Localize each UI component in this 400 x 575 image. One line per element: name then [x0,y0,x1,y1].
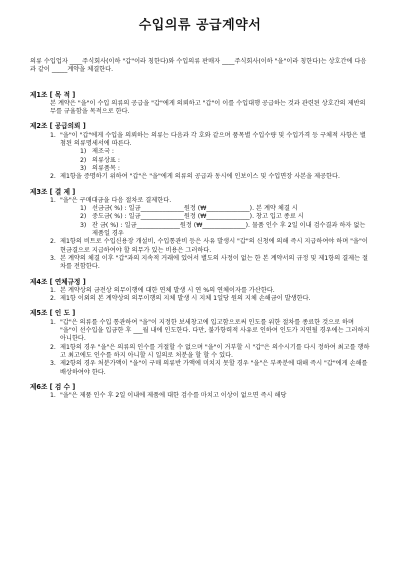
clause-list [30,319,370,377]
article-heading: 제2조 [ 공급의뢰 ] [30,122,86,131]
clause-text: 제1항 이외의 본 계약상의 의무이행의 지체 발생 시 지체 1일당 원의 지체 손해금이 발생한다. [60,295,311,303]
clause-item [50,319,370,344]
clause-number: 1. [50,131,56,139]
clause-number: 2. [50,238,56,246]
subclause-number: 2) [80,156,87,164]
clause-list [30,132,370,182]
subclause-number: 1) [80,148,87,156]
article-heading: 제4조 [ 연체규정 ] [30,277,86,286]
subclause-item [80,157,370,165]
subclause-number: 1) [80,205,87,213]
subclause-text: 중도금( %) : 일금______________원정 (₩______________). 창고 입고 종료 시 [92,213,304,221]
clause-list [30,197,370,272]
clause-text: 제1항의 경우 "을"은 의류의 인수를 거절할 수 없으며 "을"이 거부할 시 "갑"은 의수시기를 다시 정하여 최고를 행하고 최고에도 인수를 하지 아니할 시 일의로 처분을 할 할 수 있다. [60,343,370,359]
subclause-item [80,148,370,156]
clause-number: 3. [50,360,56,368]
subclause-number: 2) [80,213,87,221]
clause-item [50,287,370,295]
article-6 [30,383,370,401]
article-1 [30,91,370,117]
subclause-text: 제조국 : [92,148,114,156]
clause-number: 2. [50,343,56,351]
article-3 [30,188,370,272]
subclause-item [80,213,370,221]
clause-text: "갑"은 의류를 수입 통관하여 "을"이 지정한 보세창고에 입고함으로써 인도를 위한 절차를 종료한 것으로 하며 "을"이 선수입을 입금한 후 ___월 내에 인도한다. 다만, 불가항력적 사유로 인하여 인도가 지연될 경우에는 그러하지 아니한다. [60,318,370,343]
subclause-list [60,148,370,173]
clause-text: 제1항의 비트로 수입신용장 개설비, 수입통관비 등은 사유 발생시 "갑"의 신청에 의해 즉시 지급하여야 하며 "을"이 현금결으로 지급하여야 할 의무가 있는 비용은 그러하다. [60,238,368,254]
clause-number: 2. [50,295,56,303]
clause-item [50,295,370,303]
clause-number: 2. [50,173,56,181]
clause-item [50,197,370,238]
clause-text: "을"은 구매대금을 다음 절차로 결제한다. [60,196,172,204]
clause-item [50,238,370,255]
article-2 [30,122,370,181]
clause-number: 3. [50,254,56,262]
clause-number: 1. [50,318,56,326]
intro-paragraph: 의류 수입업자 ____주식회사(이하 "갑"이라 칭한다)와 수입의류 판매자 ____주식회사(이하 "을"이라 칭한다)는 상호간에 다음과 같이 _____계약을 체결한다. [30,58,367,74]
articles-container [30,91,370,401]
subclause-text: 잔 금( %) : 일금______________원정 (₩______________). 물품 인수 후 2일 이내 검수결과 하자 없는 제품일 경우 [92,221,366,238]
subclause-item [80,222,370,239]
article-body: 본 계약은 "을"이 수입 의류의 공급을 "갑"에게 의뢰하고 "갑"이 이를 수입대행 공급하는 것과 관련된 상호간의 제반의무를 규율함을 목적으로 한다. [50,99,366,116]
clause-item [50,173,370,181]
article-5 [30,309,370,376]
clause-list [30,392,370,400]
document-title: 수입의류 공급계약서 [138,18,262,33]
clause-item [50,132,370,173]
article-heading: 제3조 [ 결 제 ] [30,187,76,196]
clause-item [50,360,370,377]
clause-number: 1. [50,286,56,294]
clause-text: "을"이 "갑"에게 수입을 의뢰하는 의류는 다음과 각 호와 같으며 품목별 수입수량 및 수입가격 등 구체적 사항은 별첨된 의류명세서에 따른다. [60,131,366,148]
clause-text: "을"은 제품 인수 후 2일 이내에 제품에 대한 검수를 마치고 이상이 없으면 즉시 해당 [60,392,287,400]
clause-text: 제2항의 경우 처분가액이 "을"이 구매 의류반 가액에 미치지 못할 경우 "을"은 부족분에 대해 즉시 "갑"에게 손해를 배상하여야 한다. [60,360,368,376]
article-heading: 제6조 [ 검 수 ] [30,382,76,391]
clause-text: 제1항을 증명하기 위하여 "갑"은 "을"에게 의류의 공급과 동시에 인보이스 및 수입면장 사본을 제공한다. [60,173,340,181]
subclause-number: 3) [80,164,87,172]
subclause-text: 의류상표 : [92,156,120,164]
clause-item [50,344,370,361]
subclause-text: 의류품목 : [92,164,120,172]
article-heading: 제5조 [ 인 도 ] [30,309,76,318]
clause-item [50,392,370,400]
subclause-text: 선금금( %) : 일금______________원정 (₩______________). 본 계약 체결 시 [92,205,298,213]
clause-text: 본 계약의 체결 이후 "갑"과의 지속적 거래에 있어서 별도의 사정이 없는 한 본 계약서의 규정 및 제1항의 결제는 절차를 전함한다. [60,254,369,271]
subclause-number: 3) [80,221,87,229]
clause-list [30,287,370,304]
clause-number: 1. [50,196,56,204]
article-heading: 제1조 [ 목 적 ] [30,90,76,99]
article-4 [30,278,370,304]
clause-item [50,255,370,272]
subclause-list [60,205,370,238]
clause-text: 본 계약상의 금전상 의무이행에 대한 연체 발생 시 연 %의 연체이자를 가산한다. [60,286,275,294]
clause-number: 1. [50,392,56,400]
